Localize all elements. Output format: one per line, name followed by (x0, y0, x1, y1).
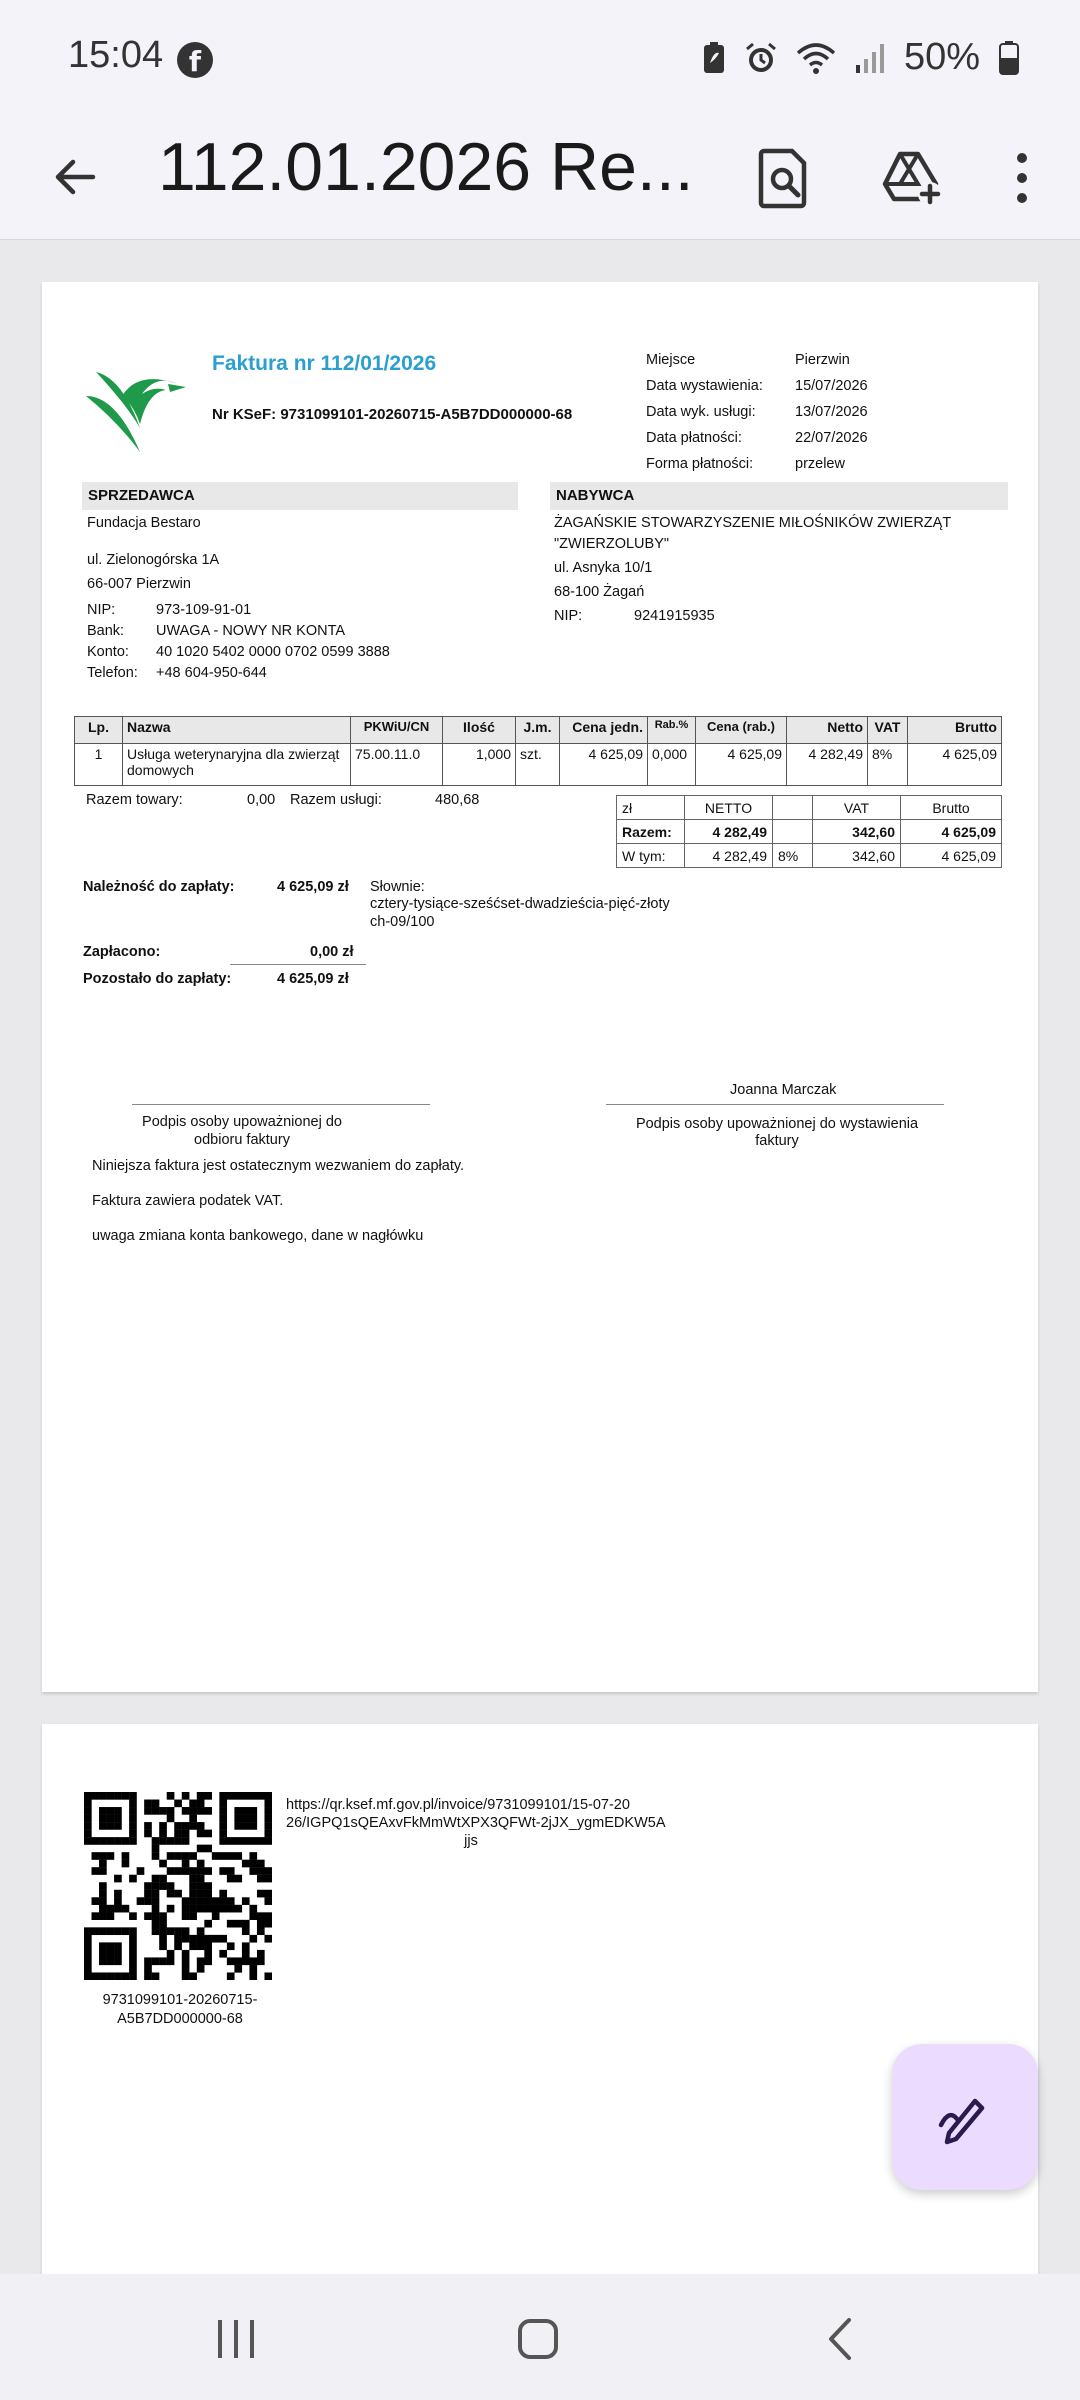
seller-account: 40 1020 5402 0000 0702 0599 3888 (156, 644, 390, 660)
more-vertical-icon (1012, 150, 1032, 206)
signal-icon (854, 41, 886, 75)
edit-pen-icon (935, 2087, 995, 2147)
vat-summary-table (616, 795, 1002, 868)
alarm-icon (744, 41, 778, 75)
cell-unit: szt. (516, 744, 560, 786)
seller-nip: 973-109-91-01 (156, 602, 252, 618)
col-header-unit-price: Cena jedn. (560, 717, 648, 744)
vat-breakdown-row (617, 844, 1002, 868)
goods-total-label: Razem towary: (86, 792, 183, 808)
add-to-drive-button[interactable] (872, 138, 952, 218)
buyer-nip-label: NIP: (554, 608, 583, 624)
status-time: 15:04 (68, 34, 164, 76)
vat-total-net: 4 282,49 (685, 820, 773, 844)
app-bar (0, 118, 1080, 240)
col-header-lp: Lp. (75, 717, 123, 744)
arrow-left-icon (51, 153, 99, 201)
amount-due-label: Należność do zapłaty: (83, 879, 235, 895)
invoice-title: Faktura nr 112/01/2026 (212, 352, 437, 375)
note-vat: Faktura zawiera podatek VAT. (92, 1193, 284, 1209)
paid-divider (230, 964, 366, 965)
navigation-bar (0, 2274, 1080, 2400)
goods-total: 0,00 (247, 792, 276, 808)
vat-total-vat: 342,60 (813, 820, 901, 844)
signature-left-caption-1: Podpis osoby upoważnionej do (142, 1114, 342, 1130)
col-header-discounted-price: Cena (rab.) (696, 717, 787, 744)
seller-bank: UWAGA - NOWY NR KONTA (156, 623, 346, 639)
wifi-icon (796, 41, 836, 75)
signature-left-caption-2: odbioru faktury (194, 1132, 290, 1148)
buyer-name-line1: ŻAGAŃSKIE STOWARZYSZENIE MIŁOŚNIKÓW ZWIERZĄT (554, 515, 952, 531)
recent-apps-icon (214, 2318, 258, 2360)
seller-name: Fundacja Bestaro (87, 515, 201, 531)
document-title: 112.01.2026 Re... (158, 129, 694, 205)
seller-street: ul. Zielonogórska 1A (87, 552, 220, 568)
vat-total-rate (773, 820, 813, 844)
meta-label-service-date: Data wyk. usługi: (646, 404, 756, 420)
meta-value-place: Pierzwin (795, 352, 850, 368)
col-header-vat: VAT (868, 717, 908, 744)
status-bar (0, 0, 1080, 118)
buyer-nip: 9241915935 (634, 608, 715, 624)
vat-header-currency: zł (617, 796, 685, 820)
facebook-icon: f (177, 42, 213, 78)
vat-breakdown-vat: 342,60 (813, 844, 901, 868)
cell-unit-price: 4 625,09 (560, 744, 648, 786)
signature-right-caption-2: faktury (755, 1133, 799, 1149)
meta-label-issue-date: Data wystawienia: (646, 378, 763, 394)
seller-header: SPRZEDAWCA (82, 482, 518, 510)
buyer-street: ul. Asnyka 10/1 (554, 560, 653, 576)
in-words-label: Słownie: (370, 879, 425, 895)
home-button[interactable] (488, 2304, 588, 2374)
amount-due: 4 625,09 zł (277, 879, 349, 895)
col-header-qty: Ilość (443, 717, 516, 744)
paid-label: Zapłacono: (83, 944, 161, 960)
cell-qty: 1,000 (443, 744, 516, 786)
chevron-left-icon (825, 2316, 855, 2362)
status-icons (702, 36, 1020, 79)
cell-pkwiu: 75.00.11.0 (351, 744, 443, 786)
buyer-header: NABYWCA (550, 482, 1008, 510)
vat-header-gross: Brutto (901, 796, 1002, 820)
add-to-drive-icon (880, 148, 944, 208)
meta-value-payment-method: przelew (795, 456, 845, 472)
qr-url-line2: 26/IGPQ1sQEAxvFkMmWtXPX3QFWt-2jJX_ygmEDKW5A (286, 1815, 666, 1831)
vat-total-row (617, 820, 1002, 844)
cell-vat: 8% (868, 744, 908, 786)
edit-fab-button[interactable] (892, 2044, 1038, 2190)
seller-bank-label: Bank: (87, 623, 125, 639)
cell-gross: 4 625,09 (908, 744, 1002, 786)
pdf-page-1 (42, 282, 1038, 1692)
vat-header-vat: VAT (813, 796, 901, 820)
in-words-line1: cztery-tysiące-sześćset-dwadzieścia-pięć-złoty (370, 896, 670, 912)
signer-name: Joanna Marczak (730, 1082, 837, 1098)
search-document-icon (756, 147, 812, 209)
services-total-label: Razem usługi: (290, 792, 382, 808)
col-header-pkwiu: PKWiU/CN (351, 717, 443, 744)
vat-total-label: Razem: (617, 820, 685, 844)
seller-account-label: Konto: (87, 644, 129, 660)
remaining-amount: 4 625,09 zł (277, 971, 349, 987)
vat-breakdown-label: W tym: (617, 844, 685, 868)
services-total: 480,68 (435, 792, 480, 808)
buyer-name-line2: "ZWIERZOLUBY" (554, 536, 670, 552)
paid-amount: 0,00 zł (310, 944, 354, 960)
cell-discount: 0,000 (648, 744, 696, 786)
vat-header-net: NETTO (685, 796, 773, 820)
pdf-page-2 (42, 1724, 1038, 2284)
back-nav-button[interactable] (790, 2304, 890, 2374)
back-button[interactable] (40, 142, 110, 212)
qr-caption-line2: A5B7DD000000-68 (117, 2011, 243, 2027)
vat-total-gross: 4 625,09 (901, 820, 1002, 844)
signature-right-caption-1: Podpis osoby upoważnionej do wystawienia (635, 1116, 919, 1132)
battery-saver-icon (702, 41, 726, 75)
col-header-discount: Rab.% (648, 717, 696, 744)
cell-discounted-price: 4 625,09 (696, 744, 787, 786)
meta-label-place: Miejsce (646, 352, 696, 368)
qr-url-line3: jjs (464, 1833, 478, 1849)
cell-lp: 1 (75, 744, 123, 786)
remaining-label: Pozostało do zapłaty: (83, 971, 232, 987)
company-logo (82, 362, 194, 462)
signature-line-right (606, 1104, 944, 1105)
find-in-document-button[interactable] (744, 138, 824, 218)
qr-caption-line1: 9731099101-20260715- (102, 1992, 258, 2008)
seller-city: 66-007 Pierzwin (87, 576, 191, 592)
vat-header-row (617, 796, 1002, 820)
table-row (75, 744, 1002, 786)
vat-breakdown-net: 4 282,49 (685, 844, 773, 868)
recent-apps-button[interactable] (186, 2304, 286, 2374)
meta-value-issue-date: 15/07/2026 (795, 378, 868, 394)
seller-nip-label: NIP: (87, 602, 116, 618)
seller-phone: +48 604-950-644 (156, 665, 267, 681)
meta-label-payment-date: Data płatności: (646, 430, 742, 446)
table-header-row (75, 717, 1002, 744)
battery-percent: 50% (903, 36, 980, 78)
cell-name: Usługa weterynaryjna dla zwierząt domowych (123, 744, 351, 786)
seller-phone-label: Telefon: (87, 665, 138, 681)
signature-line-left (132, 1104, 430, 1105)
ksef-qr-code (84, 1792, 272, 1980)
in-words-line2: ch-09/100 (370, 914, 435, 930)
home-icon (516, 2317, 560, 2361)
items-table (74, 716, 1002, 786)
vat-header-rate (773, 796, 813, 820)
meta-value-payment-date: 22/07/2026 (795, 430, 868, 446)
meta-value-service-date: 13/07/2026 (795, 404, 868, 420)
battery-icon (998, 40, 1020, 76)
col-header-unit: J.m. (516, 717, 560, 744)
vat-breakdown-rate: 8% (773, 844, 813, 868)
ksef-number: Nr KSeF: 9731099101-20260715-A5B7DD000000-68 (212, 406, 573, 423)
vat-breakdown-gross: 4 625,09 (901, 844, 1002, 868)
meta-label-payment-method: Forma płatności: (646, 456, 754, 472)
col-header-net: Netto (787, 717, 868, 744)
note-bank-change: uwaga zmiana konta bankowego, dane w nagłówku (92, 1228, 424, 1244)
more-options-button[interactable] (982, 138, 1062, 218)
col-header-name: Nazwa (123, 717, 351, 744)
col-header-gross: Brutto (908, 717, 1002, 744)
cell-net: 4 282,49 (787, 744, 868, 786)
buyer-city: 68-100 Żagań (554, 584, 645, 600)
qr-url-line1: https://qr.ksef.mf.gov.pl/invoice/9731099101/15-07-20 (286, 1797, 630, 1813)
note-final-demand: Niniejsza faktura jest ostatecznym wezwaniem do zapłaty. (92, 1158, 465, 1174)
